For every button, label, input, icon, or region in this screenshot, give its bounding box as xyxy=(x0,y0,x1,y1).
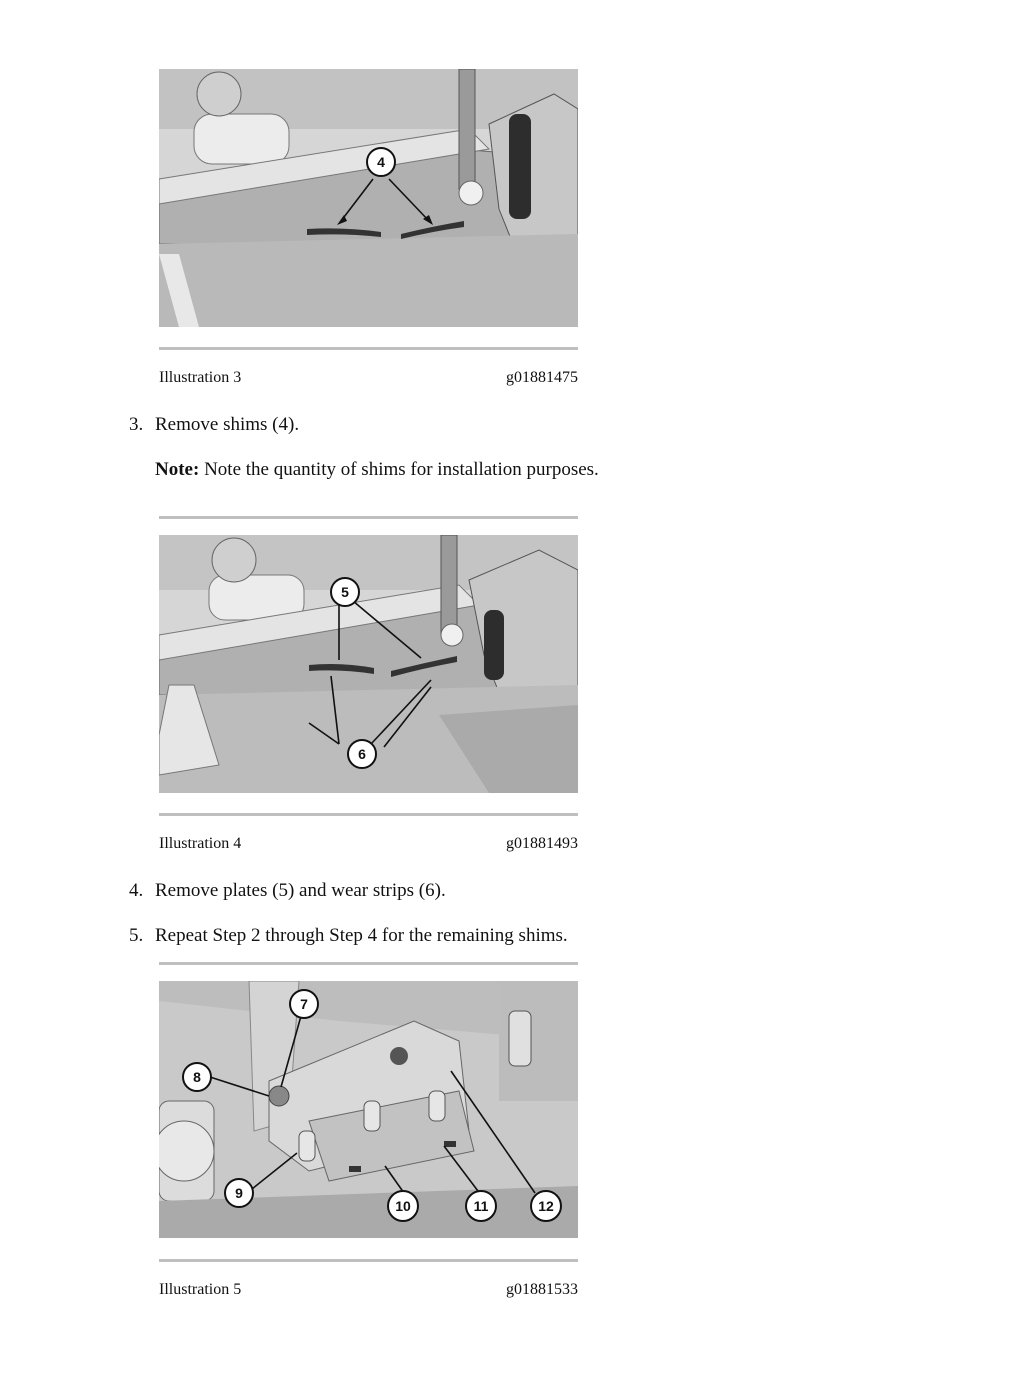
note-label: Note: xyxy=(155,459,200,480)
svg-text:6: 6 xyxy=(358,746,366,762)
step-number: 4. xyxy=(129,880,144,901)
callout-7 xyxy=(290,990,318,1018)
step-number: 3. xyxy=(129,414,144,435)
step-text: Remove plates (5) and wear strips (6). xyxy=(155,880,446,901)
illustration-divider xyxy=(159,962,578,965)
callout-12 xyxy=(531,1191,561,1221)
svg-text:8: 8 xyxy=(193,1069,201,1085)
callout-9 xyxy=(225,1179,253,1207)
svg-text:9: 9 xyxy=(235,1185,243,1201)
callout-6 xyxy=(348,740,376,768)
svg-text:12: 12 xyxy=(538,1198,554,1214)
svg-text:10: 10 xyxy=(395,1198,411,1214)
step-text: Repeat Step 2 through Step 4 for the remaining shims. xyxy=(155,925,568,946)
step-5 xyxy=(129,925,568,947)
callout-4 xyxy=(367,148,395,176)
illustration-4-image xyxy=(159,535,578,793)
svg-text:4: 4 xyxy=(377,154,385,170)
svg-text:11: 11 xyxy=(473,1198,489,1214)
step-3 xyxy=(129,414,299,436)
illustration-5-image xyxy=(159,981,578,1238)
step-text: Remove shims (4). xyxy=(155,414,300,435)
caption-divider xyxy=(159,813,578,816)
svg-text:7: 7 xyxy=(300,996,308,1012)
illustration-3-image xyxy=(159,69,578,327)
caption-divider xyxy=(159,1259,578,1262)
illustration-label: Illustration 3 xyxy=(159,369,242,386)
callout-5 xyxy=(331,578,359,606)
note-text: Note the quantity of shims for installation purposes. xyxy=(199,459,599,480)
illustration-label: Illustration 5 xyxy=(159,1281,242,1298)
illustration-label: Illustration 4 xyxy=(159,835,242,852)
callout-10 xyxy=(388,1191,418,1221)
callout-8 xyxy=(183,1063,211,1091)
illustration-3-caption xyxy=(159,369,578,387)
illustration-5-caption xyxy=(159,1281,578,1299)
illustration-4-caption xyxy=(159,835,578,853)
graphic-code: g01881475 xyxy=(506,369,578,386)
callout-11 xyxy=(466,1191,496,1221)
step-number: 5. xyxy=(129,925,144,946)
step-4 xyxy=(129,880,446,902)
svg-text:5: 5 xyxy=(341,584,349,600)
graphic-code: g01881533 xyxy=(506,1281,578,1298)
caption-divider xyxy=(159,347,578,350)
note xyxy=(155,459,599,481)
graphic-code: g01881493 xyxy=(506,835,578,852)
illustration-divider xyxy=(159,516,578,519)
